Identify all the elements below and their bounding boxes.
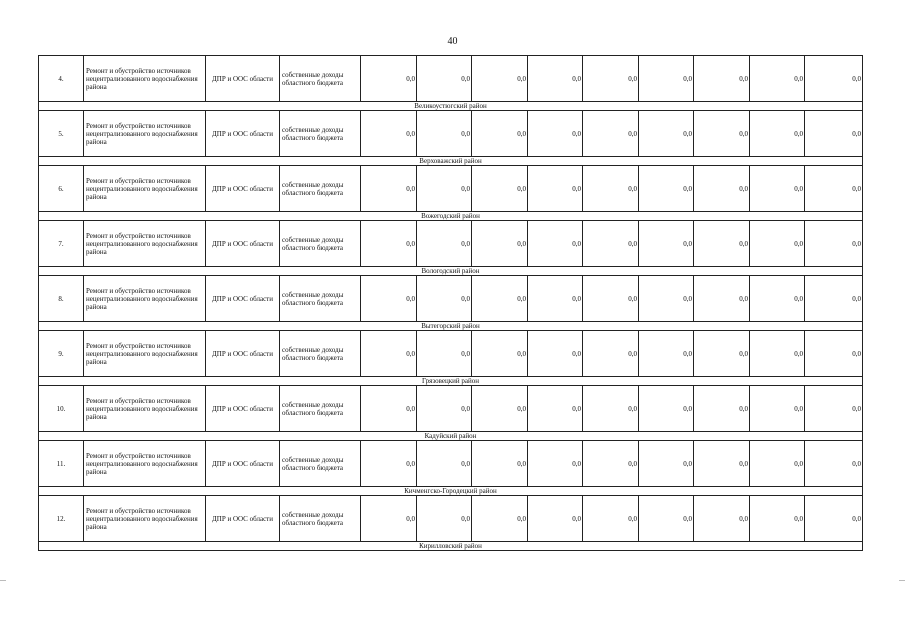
value-cell: 0,0	[583, 331, 639, 377]
value-cell: 0,0	[528, 331, 583, 377]
value-cell: 0,0	[694, 276, 750, 322]
value-cell: 0,0	[750, 56, 805, 102]
row-number: 6.	[39, 166, 84, 212]
district-name: Верховажский район	[39, 157, 863, 166]
table-row	[39, 276, 863, 322]
executor-cell: ДПР и ООС области	[206, 276, 280, 322]
table-row	[39, 166, 863, 212]
district-row	[39, 212, 863, 221]
district-name: Великоустюгский район	[39, 102, 863, 111]
district-name: Кичменгско-Городецкий район	[39, 487, 863, 496]
district-name: Вытегорский район	[39, 322, 863, 331]
district-row	[39, 487, 863, 496]
district-name: Вологодский район	[39, 267, 863, 276]
value-cell: 0,0	[694, 111, 750, 157]
value-cell: 0,0	[750, 111, 805, 157]
value-cell: 0,0	[805, 276, 863, 322]
funding-source-cell: собственные доходы областного бюджета	[280, 276, 361, 322]
value-cell: 0,0	[694, 331, 750, 377]
value-cell: 0,0	[417, 441, 472, 487]
value-cell: 0,0	[417, 56, 472, 102]
value-cell: 0,0	[361, 111, 417, 157]
budget-table	[38, 55, 863, 551]
table-row	[39, 386, 863, 432]
value-cell: 0,0	[472, 441, 528, 487]
value-cell: 0,0	[472, 56, 528, 102]
district-row	[39, 542, 863, 551]
value-cell: 0,0	[639, 331, 694, 377]
value-cell: 0,0	[417, 386, 472, 432]
table-row	[39, 496, 863, 542]
funding-source-cell: собственные доходы областного бюджета	[280, 111, 361, 157]
value-cell: 0,0	[639, 441, 694, 487]
value-cell: 0,0	[583, 386, 639, 432]
executor-cell: ДПР и ООС области	[206, 331, 280, 377]
value-cell: 0,0	[639, 56, 694, 102]
measure-description: Ремонт и обустройство источников нецентрализованного водоснабжения района	[84, 221, 206, 267]
value-cell: 0,0	[805, 441, 863, 487]
value-cell: 0,0	[417, 221, 472, 267]
value-cell: 0,0	[361, 496, 417, 542]
value-cell: 0,0	[361, 441, 417, 487]
value-cell: 0,0	[639, 111, 694, 157]
scan-edge-mark-left	[0, 580, 6, 581]
funding-source-cell: собственные доходы областного бюджета	[280, 331, 361, 377]
value-cell: 0,0	[750, 496, 805, 542]
district-name: Кирилловский район	[39, 542, 863, 551]
value-cell: 0,0	[472, 331, 528, 377]
row-number: 5.	[39, 111, 84, 157]
value-cell: 0,0	[472, 496, 528, 542]
executor-cell: ДПР и ООС области	[206, 166, 280, 212]
value-cell: 0,0	[472, 276, 528, 322]
value-cell: 0,0	[750, 331, 805, 377]
measure-description: Ремонт и обустройство источников нецентрализованного водоснабжения района	[84, 331, 206, 377]
district-row	[39, 267, 863, 276]
value-cell: 0,0	[805, 56, 863, 102]
value-cell: 0,0	[417, 331, 472, 377]
value-cell: 0,0	[528, 56, 583, 102]
value-cell: 0,0	[583, 441, 639, 487]
value-cell: 0,0	[694, 221, 750, 267]
value-cell: 0,0	[417, 166, 472, 212]
value-cell: 0,0	[750, 221, 805, 267]
funding-source-cell: собственные доходы областного бюджета	[280, 166, 361, 212]
funding-source-cell: собственные доходы областного бюджета	[280, 441, 361, 487]
value-cell: 0,0	[472, 111, 528, 157]
value-cell: 0,0	[361, 386, 417, 432]
row-number: 9.	[39, 331, 84, 377]
value-cell: 0,0	[528, 166, 583, 212]
district-name: Вожегодский район	[39, 212, 863, 221]
executor-cell: ДПР и ООС области	[206, 441, 280, 487]
district-row	[39, 377, 863, 386]
value-cell: 0,0	[750, 386, 805, 432]
value-cell: 0,0	[694, 166, 750, 212]
funding-source-cell: собственные доходы областного бюджета	[280, 496, 361, 542]
value-cell: 0,0	[805, 166, 863, 212]
executor-cell: ДПР и ООС области	[206, 111, 280, 157]
measure-description: Ремонт и обустройство источников нецентрализованного водоснабжения района	[84, 166, 206, 212]
executor-cell: ДПР и ООС области	[206, 386, 280, 432]
row-number: 7.	[39, 221, 84, 267]
measure-description: Ремонт и обустройство источников нецентрализованного водоснабжения района	[84, 386, 206, 432]
value-cell: 0,0	[472, 386, 528, 432]
table-row	[39, 441, 863, 487]
value-cell: 0,0	[528, 441, 583, 487]
value-cell: 0,0	[694, 496, 750, 542]
row-number: 12.	[39, 496, 84, 542]
value-cell: 0,0	[750, 441, 805, 487]
row-number: 8.	[39, 276, 84, 322]
measure-description: Ремонт и обустройство источников нецентрализованного водоснабжения района	[84, 496, 206, 542]
value-cell: 0,0	[472, 166, 528, 212]
value-cell: 0,0	[805, 331, 863, 377]
table-row	[39, 221, 863, 267]
value-cell: 0,0	[583, 166, 639, 212]
value-cell: 0,0	[750, 166, 805, 212]
table-row	[39, 111, 863, 157]
value-cell: 0,0	[639, 221, 694, 267]
district-name: Кадуйский район	[39, 432, 863, 441]
value-cell: 0,0	[805, 386, 863, 432]
district-row	[39, 322, 863, 331]
row-number: 11.	[39, 441, 84, 487]
value-cell: 0,0	[583, 276, 639, 322]
value-cell: 0,0	[472, 221, 528, 267]
measure-description: Ремонт и обустройство источников нецентрализованного водоснабжения района	[84, 111, 206, 157]
funding-source-cell: собственные доходы областного бюджета	[280, 56, 361, 102]
value-cell: 0,0	[694, 56, 750, 102]
scan-edge-mark-right	[899, 580, 905, 581]
value-cell: 0,0	[361, 56, 417, 102]
value-cell: 0,0	[583, 56, 639, 102]
value-cell: 0,0	[583, 221, 639, 267]
row-number: 4.	[39, 56, 84, 102]
row-number: 10.	[39, 386, 84, 432]
value-cell: 0,0	[639, 276, 694, 322]
value-cell: 0,0	[583, 496, 639, 542]
executor-cell: ДПР и ООС области	[206, 221, 280, 267]
value-cell: 0,0	[805, 496, 863, 542]
table-row	[39, 56, 863, 102]
value-cell: 0,0	[528, 221, 583, 267]
district-row	[39, 102, 863, 111]
value-cell: 0,0	[694, 386, 750, 432]
value-cell: 0,0	[750, 276, 805, 322]
district-row	[39, 432, 863, 441]
value-cell: 0,0	[694, 441, 750, 487]
value-cell: 0,0	[528, 276, 583, 322]
value-cell: 0,0	[361, 166, 417, 212]
measure-description: Ремонт и обустройство источников нецентрализованного водоснабжения района	[84, 441, 206, 487]
value-cell: 0,0	[639, 166, 694, 212]
value-cell: 0,0	[639, 496, 694, 542]
value-cell: 0,0	[417, 496, 472, 542]
executor-cell: ДПР и ООС области	[206, 56, 280, 102]
value-cell: 0,0	[528, 386, 583, 432]
value-cell: 0,0	[528, 111, 583, 157]
district-row	[39, 157, 863, 166]
value-cell: 0,0	[361, 331, 417, 377]
value-cell: 0,0	[583, 111, 639, 157]
value-cell: 0,0	[417, 276, 472, 322]
funding-source-cell: собственные доходы областного бюджета	[280, 386, 361, 432]
funding-source-cell: собственные доходы областного бюджета	[280, 221, 361, 267]
value-cell: 0,0	[361, 221, 417, 267]
value-cell: 0,0	[361, 276, 417, 322]
measure-description: Ремонт и обустройство источников нецентрализованного водоснабжения района	[84, 276, 206, 322]
measure-description: Ремонт и обустройство источников нецентрализованного водоснабжения района	[84, 56, 206, 102]
value-cell: 0,0	[528, 496, 583, 542]
district-name: Грязовецкий район	[39, 377, 863, 386]
value-cell: 0,0	[639, 386, 694, 432]
value-cell: 0,0	[417, 111, 472, 157]
value-cell: 0,0	[805, 221, 863, 267]
page-number: 40	[447, 36, 458, 47]
executor-cell: ДПР и ООС области	[206, 496, 280, 542]
value-cell: 0,0	[805, 111, 863, 157]
table-row	[39, 331, 863, 377]
